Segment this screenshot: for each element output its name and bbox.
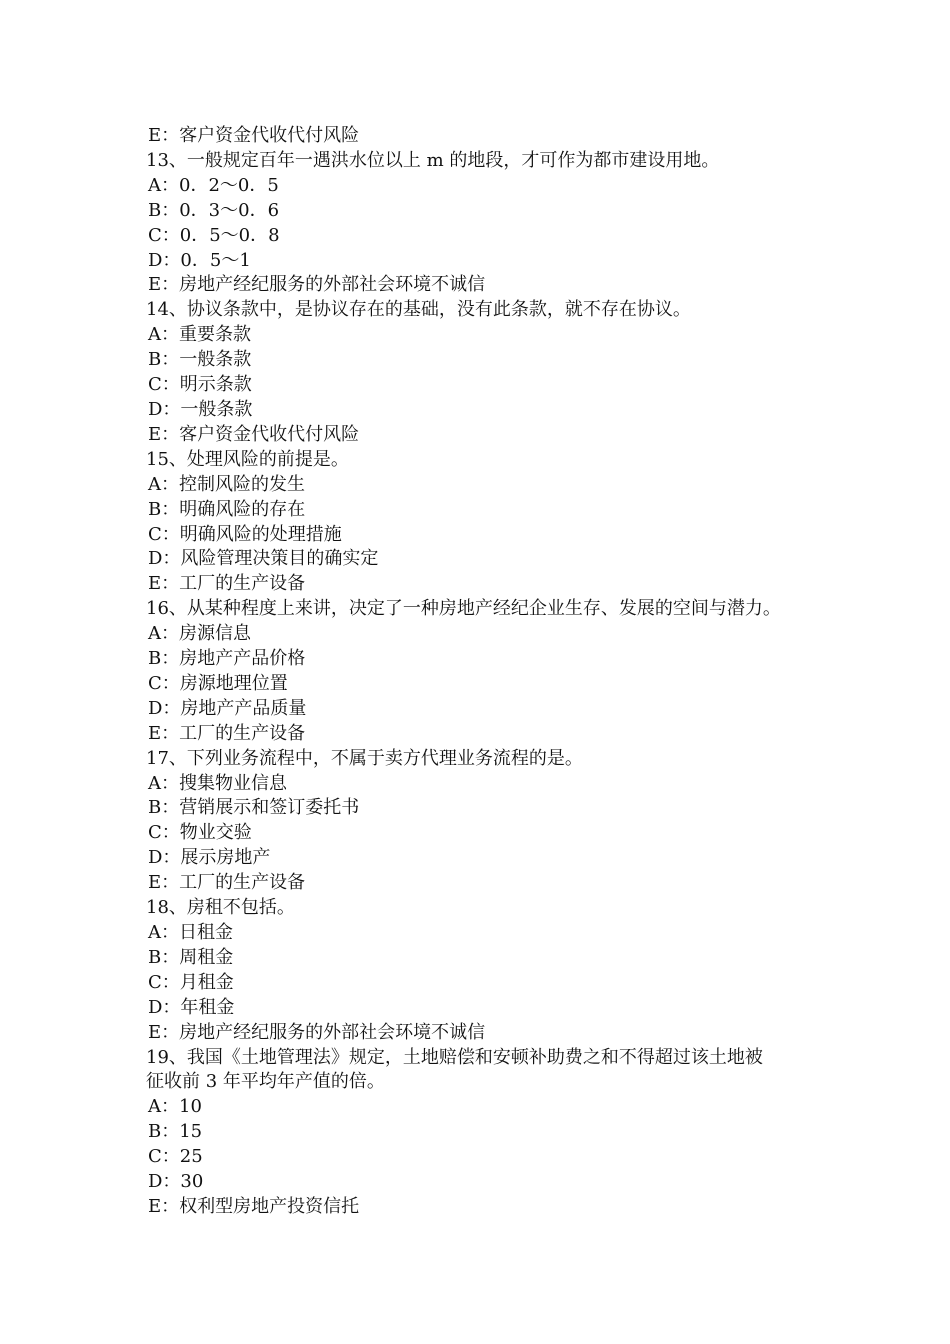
question-text: 18、房租不包括。	[146, 897, 295, 919]
option-b: B：周租金	[148, 946, 234, 968]
question-text: 13、一般规定百年一遇洪水位以上 m 的地段，才可作为都市建设用地。	[146, 149, 720, 171]
option-c: C：房源地理位置	[148, 672, 288, 694]
question-15	[146, 448, 816, 597]
question-17	[146, 747, 816, 896]
option-e: E：权利型房地产投资信托	[148, 1195, 360, 1217]
question-13	[146, 149, 816, 298]
option-d: D：0．5～1	[148, 249, 251, 271]
option-e: E：客户资金代收代付风险	[148, 423, 360, 445]
option-d: D：展示房地产	[148, 847, 271, 869]
option-e: E：工厂的生产设备	[148, 872, 306, 894]
option-e: E：工厂的生产设备	[148, 573, 306, 595]
question-text: 15、处理风险的前提是。	[146, 448, 349, 470]
option-a: A：10	[148, 1096, 202, 1118]
option-c: C：0．5～0．8	[148, 224, 280, 246]
option-c: C：明确风险的处理措施	[148, 523, 342, 545]
option-d: D：30	[148, 1171, 204, 1193]
option-b: B：一般条款	[148, 349, 252, 371]
option-a: A：0．2～0．5	[148, 174, 279, 196]
question-18	[146, 896, 816, 1045]
option-e: E：房地产经纪服务的外部社会环境不诚信	[148, 274, 486, 296]
option-a: A：控制风险的发生	[148, 473, 305, 495]
option-b: B：0．3～0．6	[148, 199, 280, 221]
option-d: D：年租金	[148, 996, 235, 1018]
option-e: E：房地产经纪服务的外部社会环境不诚信	[148, 1021, 486, 1043]
question-text-line-2: 征收前 3 年平均年产值的倍。	[146, 1071, 385, 1093]
option-d: D：房地产产品质量	[148, 697, 307, 719]
option-a: A：重要条款	[148, 324, 251, 346]
question-text: 16、从某种程度上来讲，决定了一种房地产经纪企业生存、发展的空间与潜力。	[146, 598, 781, 620]
option-line: E：客户资金代收代付风险	[148, 125, 360, 146]
option-a: A：房源信息	[148, 623, 251, 645]
option-b: B：15	[148, 1121, 203, 1143]
option-c: C：明示条款	[148, 374, 252, 396]
question-text-line-1: 19、我国《土地管理法》规定，土地赔偿和安顿补助费之和不得超过该土地被	[146, 1046, 763, 1068]
question-14	[146, 298, 816, 447]
question-19	[146, 1046, 816, 1220]
option-e: E：工厂的生产设备	[148, 722, 306, 744]
question-list	[146, 124, 816, 1220]
option-b: B：房地产产品价格	[148, 648, 306, 670]
question-16	[146, 597, 816, 746]
option-d: D：一般条款	[148, 398, 253, 420]
question-text: 14、协议条款中，是协议存在的基础，没有此条款，就不存在协议。	[146, 299, 691, 321]
option-c: C：月租金	[148, 971, 234, 993]
option-a: A：日租金	[148, 922, 233, 943]
option-a: A：搜集物业信息	[148, 772, 287, 794]
option-b: B：营销展示和签订委托书	[148, 797, 360, 819]
option-c: C：物业交验	[148, 822, 252, 844]
option-d: D：风险管理决策目的确实定	[148, 548, 379, 570]
option-c: C：25	[148, 1146, 203, 1168]
option-b: B：明确风险的存在	[148, 498, 306, 520]
question-text: 17、下列业务流程中，不属于卖方代理业务流程的是。	[146, 747, 583, 769]
